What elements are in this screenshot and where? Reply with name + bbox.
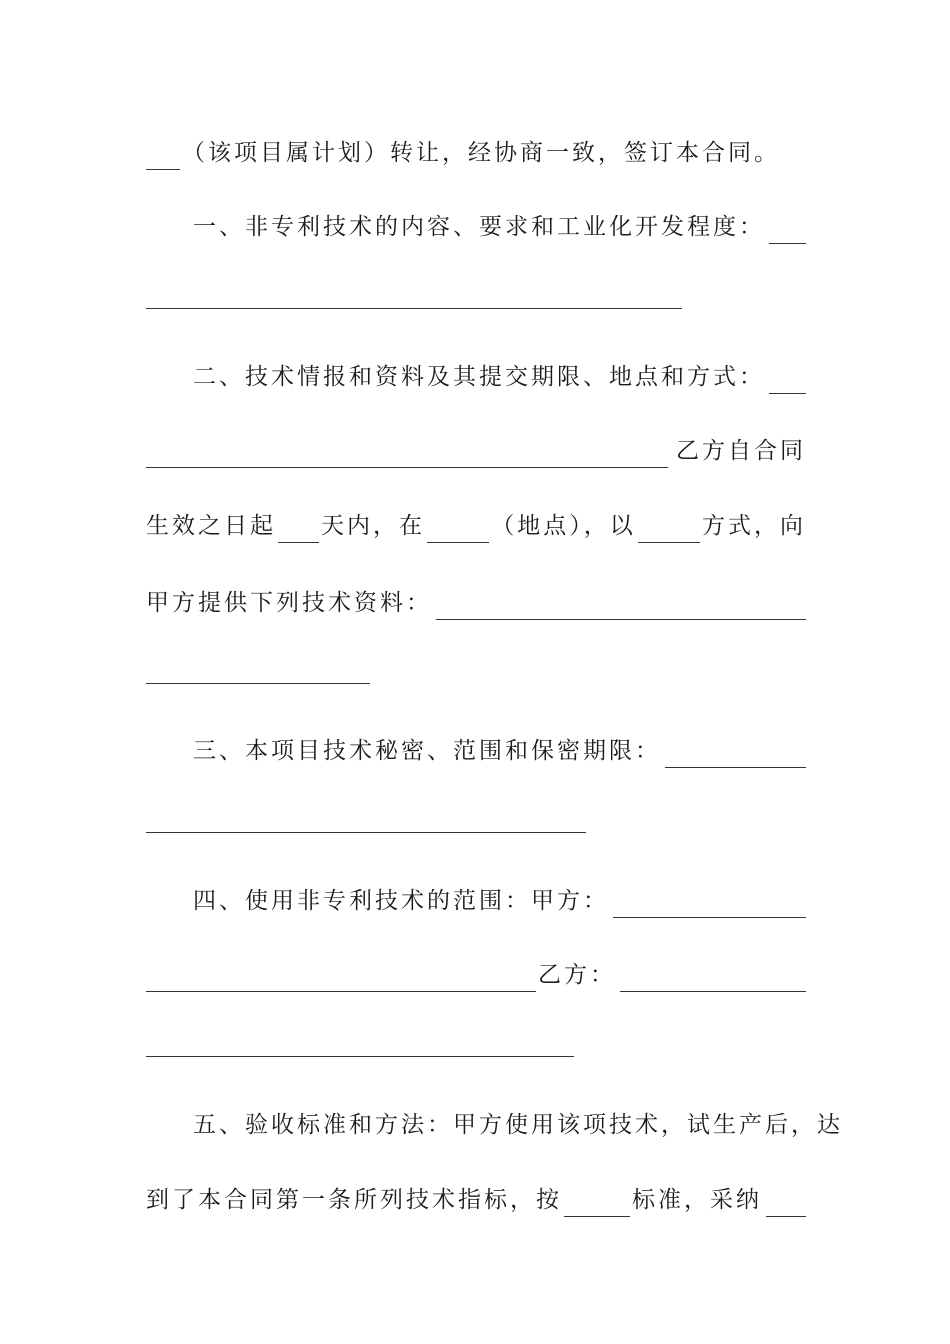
clause-2-heading xyxy=(193,360,806,394)
party-a-scope-blank[interactable] xyxy=(613,895,806,918)
clause-1-blank-line[interactable] xyxy=(146,308,682,309)
party-b-scope-blank-line[interactable] xyxy=(146,1056,574,1057)
clause-1-text: 一、非专利技术的内容、要求和工业化开发程度： xyxy=(193,214,765,240)
blank-field[interactable] xyxy=(146,147,180,170)
party-b-scope-blank[interactable] xyxy=(620,969,806,992)
tech-materials-blank-line[interactable] xyxy=(146,683,370,684)
tech-materials-blank[interactable] xyxy=(436,597,806,620)
clause-2-text: 二、技术情报和资料及其提交期限、地点和方式： xyxy=(193,364,765,390)
clause-3-text: 三、本项目技术秘密、范围和保密期限： xyxy=(193,738,661,764)
method-text: 方式，向 xyxy=(702,513,806,539)
party-a-scope-blank-2[interactable] xyxy=(146,969,536,992)
clause-5-line-2-text: 到了本合同第一条所列技术指标，按 xyxy=(146,1187,562,1213)
location-text: （地点），以 xyxy=(491,513,636,539)
clause-5-line-2 xyxy=(146,1183,806,1217)
adopt-blank[interactable] xyxy=(766,1194,806,1217)
method-blank[interactable] xyxy=(638,520,700,543)
clause-3-blank[interactable] xyxy=(665,745,806,768)
clause-2-blank[interactable] xyxy=(769,371,806,394)
standard-blank[interactable] xyxy=(564,1194,630,1217)
clause-2-line-2 xyxy=(146,434,806,468)
intro-text: （该项目属计划）转让，经协商一致，签订本合同。 xyxy=(182,140,780,166)
days-text: 天内，在 xyxy=(320,513,425,539)
clause-3-heading xyxy=(193,734,806,768)
clause-5-heading xyxy=(193,1108,843,1142)
effective-date-text: 生效之日起 xyxy=(146,513,276,539)
clause-4-line-2 xyxy=(146,958,806,992)
clause-2-line-4 xyxy=(146,586,806,620)
clause-2-line-3 xyxy=(146,509,806,543)
location-blank[interactable] xyxy=(427,520,489,543)
tech-materials-text: 甲方提供下列技术资料： xyxy=(146,590,432,616)
days-blank[interactable] xyxy=(278,520,319,543)
party-b-label: 乙方： xyxy=(538,962,616,988)
clause-1-heading xyxy=(193,210,806,244)
clause-5-text: 五、验收标准和方法：甲方使用该项技术，试生产后，达 xyxy=(193,1112,843,1138)
contract-line-1 xyxy=(146,136,806,170)
clause-2-blank-2[interactable] xyxy=(146,445,668,468)
clause-4-text: 四、使用非专利技术的范围：甲方： xyxy=(193,888,609,914)
clause-1-blank[interactable] xyxy=(769,221,806,244)
clause-3-blank-line[interactable] xyxy=(146,832,586,833)
clause-4-heading xyxy=(193,884,806,918)
party-b-text: 乙方自合同 xyxy=(676,438,806,464)
adopt-text: 标准，采纳 xyxy=(632,1187,762,1213)
